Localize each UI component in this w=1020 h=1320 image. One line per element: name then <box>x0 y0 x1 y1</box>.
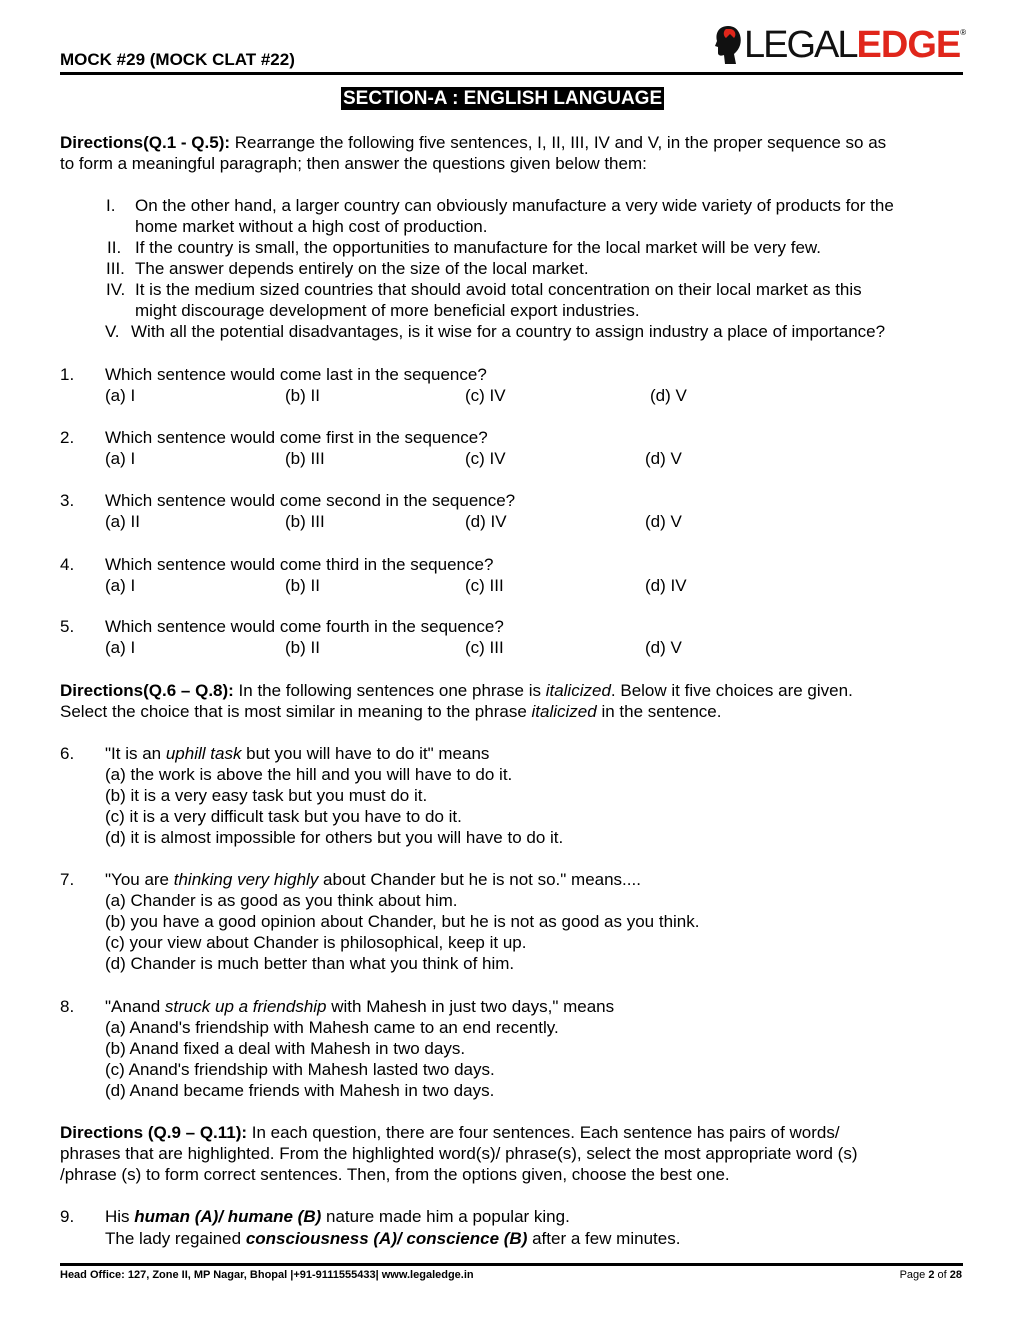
answer-option <box>285 385 320 407</box>
answer-option <box>105 385 135 407</box>
sentence-text <box>135 195 894 217</box>
directions-q6-8 <box>60 680 853 702</box>
text-segment: The lady regained <box>105 1229 246 1248</box>
text-segment: With all the potential disadvantages, is it wise for a country to assign industry a place of importance? <box>131 322 886 341</box>
text-segment: 9. <box>60 1207 75 1226</box>
text-segment: human (A)/ humane (B) <box>134 1207 322 1226</box>
answer-option <box>645 511 682 533</box>
text-segment: Select the choice that is most similar in meaning to the phrase <box>60 702 532 721</box>
question-number <box>60 364 74 386</box>
directions-q9-11 <box>60 1143 858 1165</box>
answer-option <box>650 385 687 407</box>
answer-option <box>465 637 504 659</box>
text-segment: (a) I <box>105 638 136 657</box>
question-number <box>60 427 74 449</box>
answer-option <box>105 953 514 975</box>
page-prefix: Page <box>899 1269 929 1281</box>
answer-option <box>285 575 320 597</box>
answer-option <box>105 448 135 470</box>
question-text <box>105 743 489 765</box>
text-segment: 4. <box>60 555 75 574</box>
question-number <box>60 996 74 1018</box>
text-segment: Which sentence would come first in the sequence? <box>105 428 488 447</box>
text-segment: "It is an <box>105 744 166 763</box>
text-segment: struck up a friendship <box>164 997 327 1016</box>
sentence-number <box>105 321 120 343</box>
text-segment: (d) IV <box>465 512 507 531</box>
question-text <box>105 616 504 638</box>
question-text <box>105 427 488 449</box>
text-segment: (b) you have a good opinion about Chander, but he is not as good as you think. <box>105 912 700 931</box>
text-segment: Which sentence would come fourth in the sequence? <box>105 617 504 636</box>
section-title: SECTION-A : ENGLISH LANGUAGE <box>343 88 663 109</box>
text-segment: (d) IV <box>645 576 687 595</box>
text-segment: (d) V <box>645 449 682 468</box>
answer-option <box>105 890 457 912</box>
text-segment: 8. <box>60 997 75 1016</box>
text-segment: about Chander but he is not so." means.... <box>318 870 641 889</box>
text-segment: (d) V <box>645 638 682 657</box>
answer-option <box>645 575 687 597</box>
text-segment: (d) it is almost impossible for others but you will have to do it. <box>105 828 564 847</box>
text-segment: V. <box>105 322 120 341</box>
text-segment: (d) V <box>650 386 687 405</box>
text-segment: "Anand <box>105 997 165 1016</box>
sentence-text <box>135 258 589 280</box>
text-segment: with Mahesh in just two days," means <box>326 997 615 1016</box>
answer-option <box>105 511 140 533</box>
text-segment: 2. <box>60 428 75 447</box>
text-segment: Directions (Q.9 – Q.11): <box>60 1123 248 1142</box>
text-segment: His <box>105 1207 135 1226</box>
answer-option <box>105 827 563 849</box>
question-number <box>60 1206 74 1228</box>
answer-option <box>285 637 320 659</box>
text-segment: to form a meaningful paragraph; then answer the questions given below them: <box>60 154 647 173</box>
text-segment: (a) the work is above the hill and you will have to do it. <box>105 765 513 784</box>
sentence-text <box>135 237 821 259</box>
text-segment: (a) I <box>105 449 136 468</box>
text-segment: In each question, there are four sentences. Each sentence has pairs of words/ <box>247 1123 840 1142</box>
sentence-text <box>135 279 862 301</box>
text-segment: 7. <box>60 870 75 889</box>
question-text <box>105 364 487 386</box>
answer-option <box>105 785 427 807</box>
text-segment: (c) IV <box>465 449 506 468</box>
footer-page-number <box>900 1269 962 1281</box>
footer-office: Head Office: 127, Zone II, MP Nagar, Bhopal |+91-9111555433| www.legaledge.in <box>60 1269 474 1281</box>
header-rule <box>60 72 963 75</box>
text-segment: Rearrange the following five sentences, I, II, III, IV and V, in the proper sequence so as <box>230 133 887 152</box>
text-segment: (d) Anand became friends with Mahesh in two days. <box>105 1081 495 1100</box>
sentence-text <box>131 321 885 343</box>
answer-option <box>645 448 682 470</box>
sentence-text <box>135 300 640 322</box>
answer-option <box>105 911 699 933</box>
text-segment: 6. <box>60 744 75 763</box>
text-segment: 3. <box>60 491 75 510</box>
text-segment: In the following sentences one phrase is <box>233 681 546 700</box>
footer-rule <box>60 1263 963 1266</box>
text-segment: I. <box>106 196 116 215</box>
text-segment: but you will have to do it" means <box>241 744 490 763</box>
directions-q6-8 <box>60 701 721 723</box>
text-segment: (c) it is a very difficult task but you have to do it. <box>105 807 462 826</box>
text-segment: consciousness (A)/ conscience (B) <box>245 1229 528 1248</box>
text-segment: Which sentence would come third in the sequence? <box>105 555 494 574</box>
text-segment: nature made him a popular king. <box>321 1207 570 1226</box>
answer-option <box>105 1038 465 1060</box>
question-text <box>105 490 515 512</box>
text-segment: (b) III <box>285 449 325 468</box>
text-segment: uphill task <box>165 744 242 763</box>
answer-option <box>105 637 135 659</box>
text-segment: (a) Chander is as good as you think about him. <box>105 891 458 910</box>
text-segment: in the sentence. <box>596 702 722 721</box>
directions-q9-11 <box>60 1122 840 1144</box>
directions-q1-5 <box>60 132 886 154</box>
text-segment: (c) Anand's friendship with Mahesh lasted two days. <box>105 1060 495 1079</box>
question-text <box>105 869 641 891</box>
question-text <box>105 554 493 576</box>
question-number <box>60 869 74 891</box>
page-current: 2 <box>928 1269 935 1281</box>
text-segment: (a) I <box>105 576 136 595</box>
text-segment: (b) III <box>285 512 325 531</box>
text-segment: Which sentence would come second in the sequence? <box>105 491 516 510</box>
text-segment: "You are <box>105 870 174 889</box>
answer-option <box>465 575 504 597</box>
page-total: 28 <box>949 1269 962 1281</box>
text-segment: after a few minutes. <box>527 1229 681 1248</box>
question-text <box>105 1228 680 1250</box>
head-silhouette-icon <box>714 24 744 66</box>
sentence-number <box>106 279 125 301</box>
text-segment: (d) Chander is much better than what you think of him. <box>105 954 515 973</box>
mock-title: MOCK #29 (MOCK CLAT #22) <box>60 50 295 69</box>
text-segment: (b) II <box>285 638 320 657</box>
question-number <box>60 743 74 765</box>
text-segment: On the other hand, a larger country can obviously manufacture a very wide variety of products for the <box>135 196 894 215</box>
directions-q1-5 <box>60 153 647 175</box>
text-segment: It is the medium sized countries that should avoid total concentration on their local market as this <box>135 280 862 299</box>
question-text <box>105 996 614 1018</box>
answer-option <box>105 1059 495 1081</box>
legaledge-logo <box>714 24 966 66</box>
answer-option <box>105 1017 559 1039</box>
answer-option <box>465 511 507 533</box>
registered-mark: ® <box>960 28 967 37</box>
text-segment: II. <box>107 238 122 257</box>
text-segment: Directions(Q.6 – Q.8): <box>60 681 234 700</box>
text-segment: If the country is small, the opportunities to manufacture for the local market will be very few. <box>135 238 821 257</box>
answer-option <box>285 448 325 470</box>
logo-text-edge: EDGE <box>856 23 961 66</box>
answer-option <box>105 764 512 786</box>
answer-option <box>285 511 325 533</box>
question-number <box>60 616 74 638</box>
logo-text-legal: LEGAL <box>744 23 857 66</box>
answer-option <box>465 448 506 470</box>
text-segment: (c) III <box>465 576 504 595</box>
text-segment: (a) I <box>105 386 136 405</box>
question-text <box>105 1206 570 1228</box>
directions-q9-11 <box>60 1164 730 1186</box>
text-segment: phrases that are highlighted. From the highlighted word(s)/ phrase(s), select the most appropriate word (s) <box>60 1144 858 1163</box>
answer-option <box>645 637 682 659</box>
text-segment: italicized <box>545 681 611 700</box>
answer-option <box>105 575 135 597</box>
sentence-text <box>135 216 487 238</box>
sentence-number <box>106 258 125 280</box>
text-segment: (c) your view about Chander is philosophical, keep it up. <box>105 933 527 952</box>
text-segment: (b) it is a very easy task but you must do it. <box>105 786 428 805</box>
sentence-number <box>107 237 121 259</box>
answer-option <box>105 932 526 954</box>
text-segment: thinking very highly <box>173 870 319 889</box>
text-segment: Which sentence would come last in the sequence? <box>105 365 487 384</box>
text-segment: (c) III <box>465 638 504 657</box>
text-segment: (b) II <box>285 386 320 405</box>
text-segment: Directions(Q.1 - Q.5): <box>60 133 231 152</box>
text-segment: italicized <box>531 702 597 721</box>
text-segment: . Below it five choices are given. <box>610 681 853 700</box>
text-segment: (b) II <box>285 576 320 595</box>
text-segment: (c) IV <box>465 386 506 405</box>
text-segment: /phrase (s) to form correct sentences. Then, from the options given, choose the best one. <box>60 1165 730 1184</box>
text-segment: (b) Anand fixed a deal with Mahesh in two days. <box>105 1039 466 1058</box>
text-segment: 1. <box>60 365 75 384</box>
text-segment: IV. <box>106 280 126 299</box>
answer-option <box>105 806 462 828</box>
text-segment: might discourage development of more beneficial export industries. <box>135 301 640 320</box>
text-segment: III. <box>106 259 125 278</box>
answer-option <box>105 1080 494 1102</box>
question-number <box>60 490 74 512</box>
answer-option <box>465 385 506 407</box>
sentence-number <box>106 195 115 217</box>
text-segment: (a) II <box>105 512 140 531</box>
text-segment: 5. <box>60 617 75 636</box>
question-number <box>60 554 74 576</box>
text-segment: home market without a high cost of production. <box>135 217 488 236</box>
text-segment: The answer depends entirely on the size of the local market. <box>135 259 589 278</box>
page-of: of <box>934 1269 950 1281</box>
text-segment: (a) Anand's friendship with Mahesh came to an end recently. <box>105 1018 559 1037</box>
text-segment: (d) V <box>645 512 682 531</box>
